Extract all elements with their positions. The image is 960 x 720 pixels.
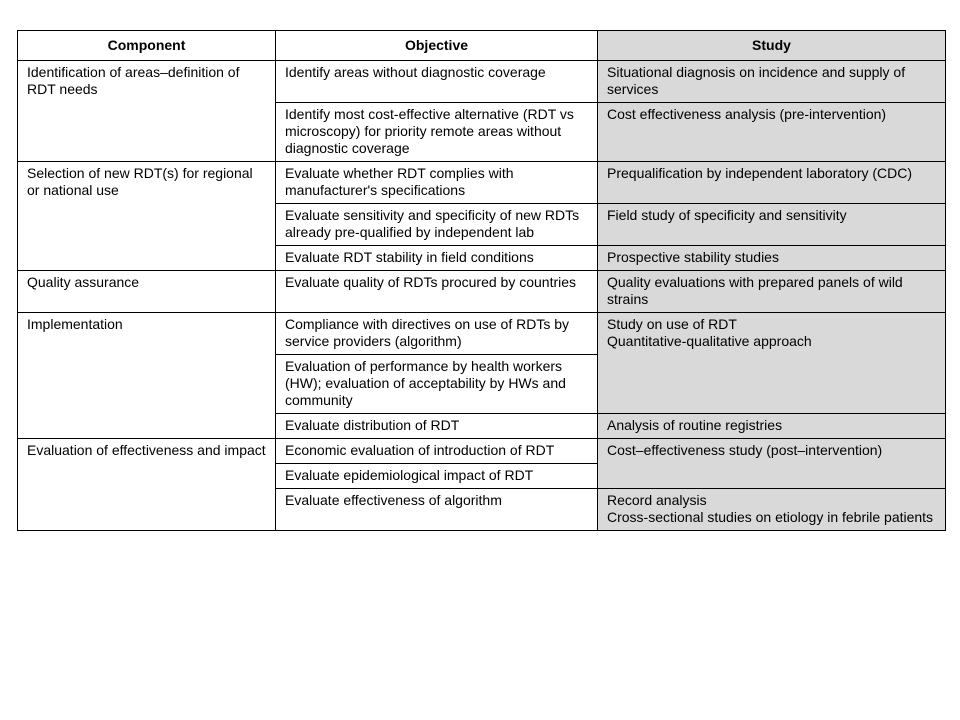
objective-cell: Evaluate RDT stability in field conditions [276,246,598,271]
study-cell: Field study of specificity and sensitivity [598,204,946,246]
objective-cell: Evaluate epidemiological impact of RDT [276,464,598,489]
header-component: Component [18,31,276,61]
objective-cell: Evaluate quality of RDTs procured by countries [276,271,598,313]
study-cell: Situational diagnosis on incidence and supply of services [598,61,946,103]
study-cell: Analysis of routine registries [598,414,946,439]
header-study: Study [598,31,946,61]
component-cell: Evaluation of effectiveness and impact [18,439,276,531]
component-cell: Implementation [18,313,276,439]
table-row [18,313,946,355]
objective-cell: Identify most cost-effective alternative (RDT vs microscopy) for priority remote areas without diagnostic coverage [276,103,598,162]
rdt-evaluation-table [17,30,946,531]
component-cell: Quality assurance [18,271,276,313]
table-row [18,61,946,103]
study-line: Record analysis [607,492,707,508]
header-row [18,31,946,61]
table-row [18,271,946,313]
objective-cell: Evaluate whether RDT complies with manufacturer's specifications [276,162,598,204]
objective-cell: Evaluate sensitivity and specificity of new RDTs already pre-qualified by independent lab [276,204,598,246]
study-cell: Quality evaluations with prepared panels of wild strains [598,271,946,313]
study-cell: Cost–effectiveness study (post–intervention) [598,439,946,489]
header-objective: Objective [276,31,598,61]
study-cell [598,489,946,531]
objective-cell: Evaluation of performance by health workers (HW); evaluation of acceptability by HWs and community [276,355,598,414]
component-cell: Selection of new RDT(s) for regional or national use [18,162,276,271]
objective-cell: Identify areas without diagnostic coverage [276,61,598,103]
study-cell [598,313,946,414]
study-line: Quantitative-qualitative approach [607,333,812,349]
component-cell: Identification of areas–definition of RDT needs [18,61,276,162]
objective-cell: Evaluate effectiveness of algorithm [276,489,598,531]
study-cell: Prequalification by independent laboratory (CDC) [598,162,946,204]
objective-cell: Economic evaluation of introduction of RDT [276,439,598,464]
study-line: Cross-sectional studies on etiology in febrile patients [607,509,934,525]
study-line: Study on use of RDT [607,316,737,332]
objective-cell: Compliance with directives on use of RDTs by service providers (algorithm) [276,313,598,355]
study-cell: Cost effectiveness analysis (pre-intervention) [598,103,946,162]
table-row [18,162,946,204]
study-cell: Prospective stability studies [598,246,946,271]
table-row [18,439,946,464]
objective-cell: Evaluate distribution of RDT [276,414,598,439]
